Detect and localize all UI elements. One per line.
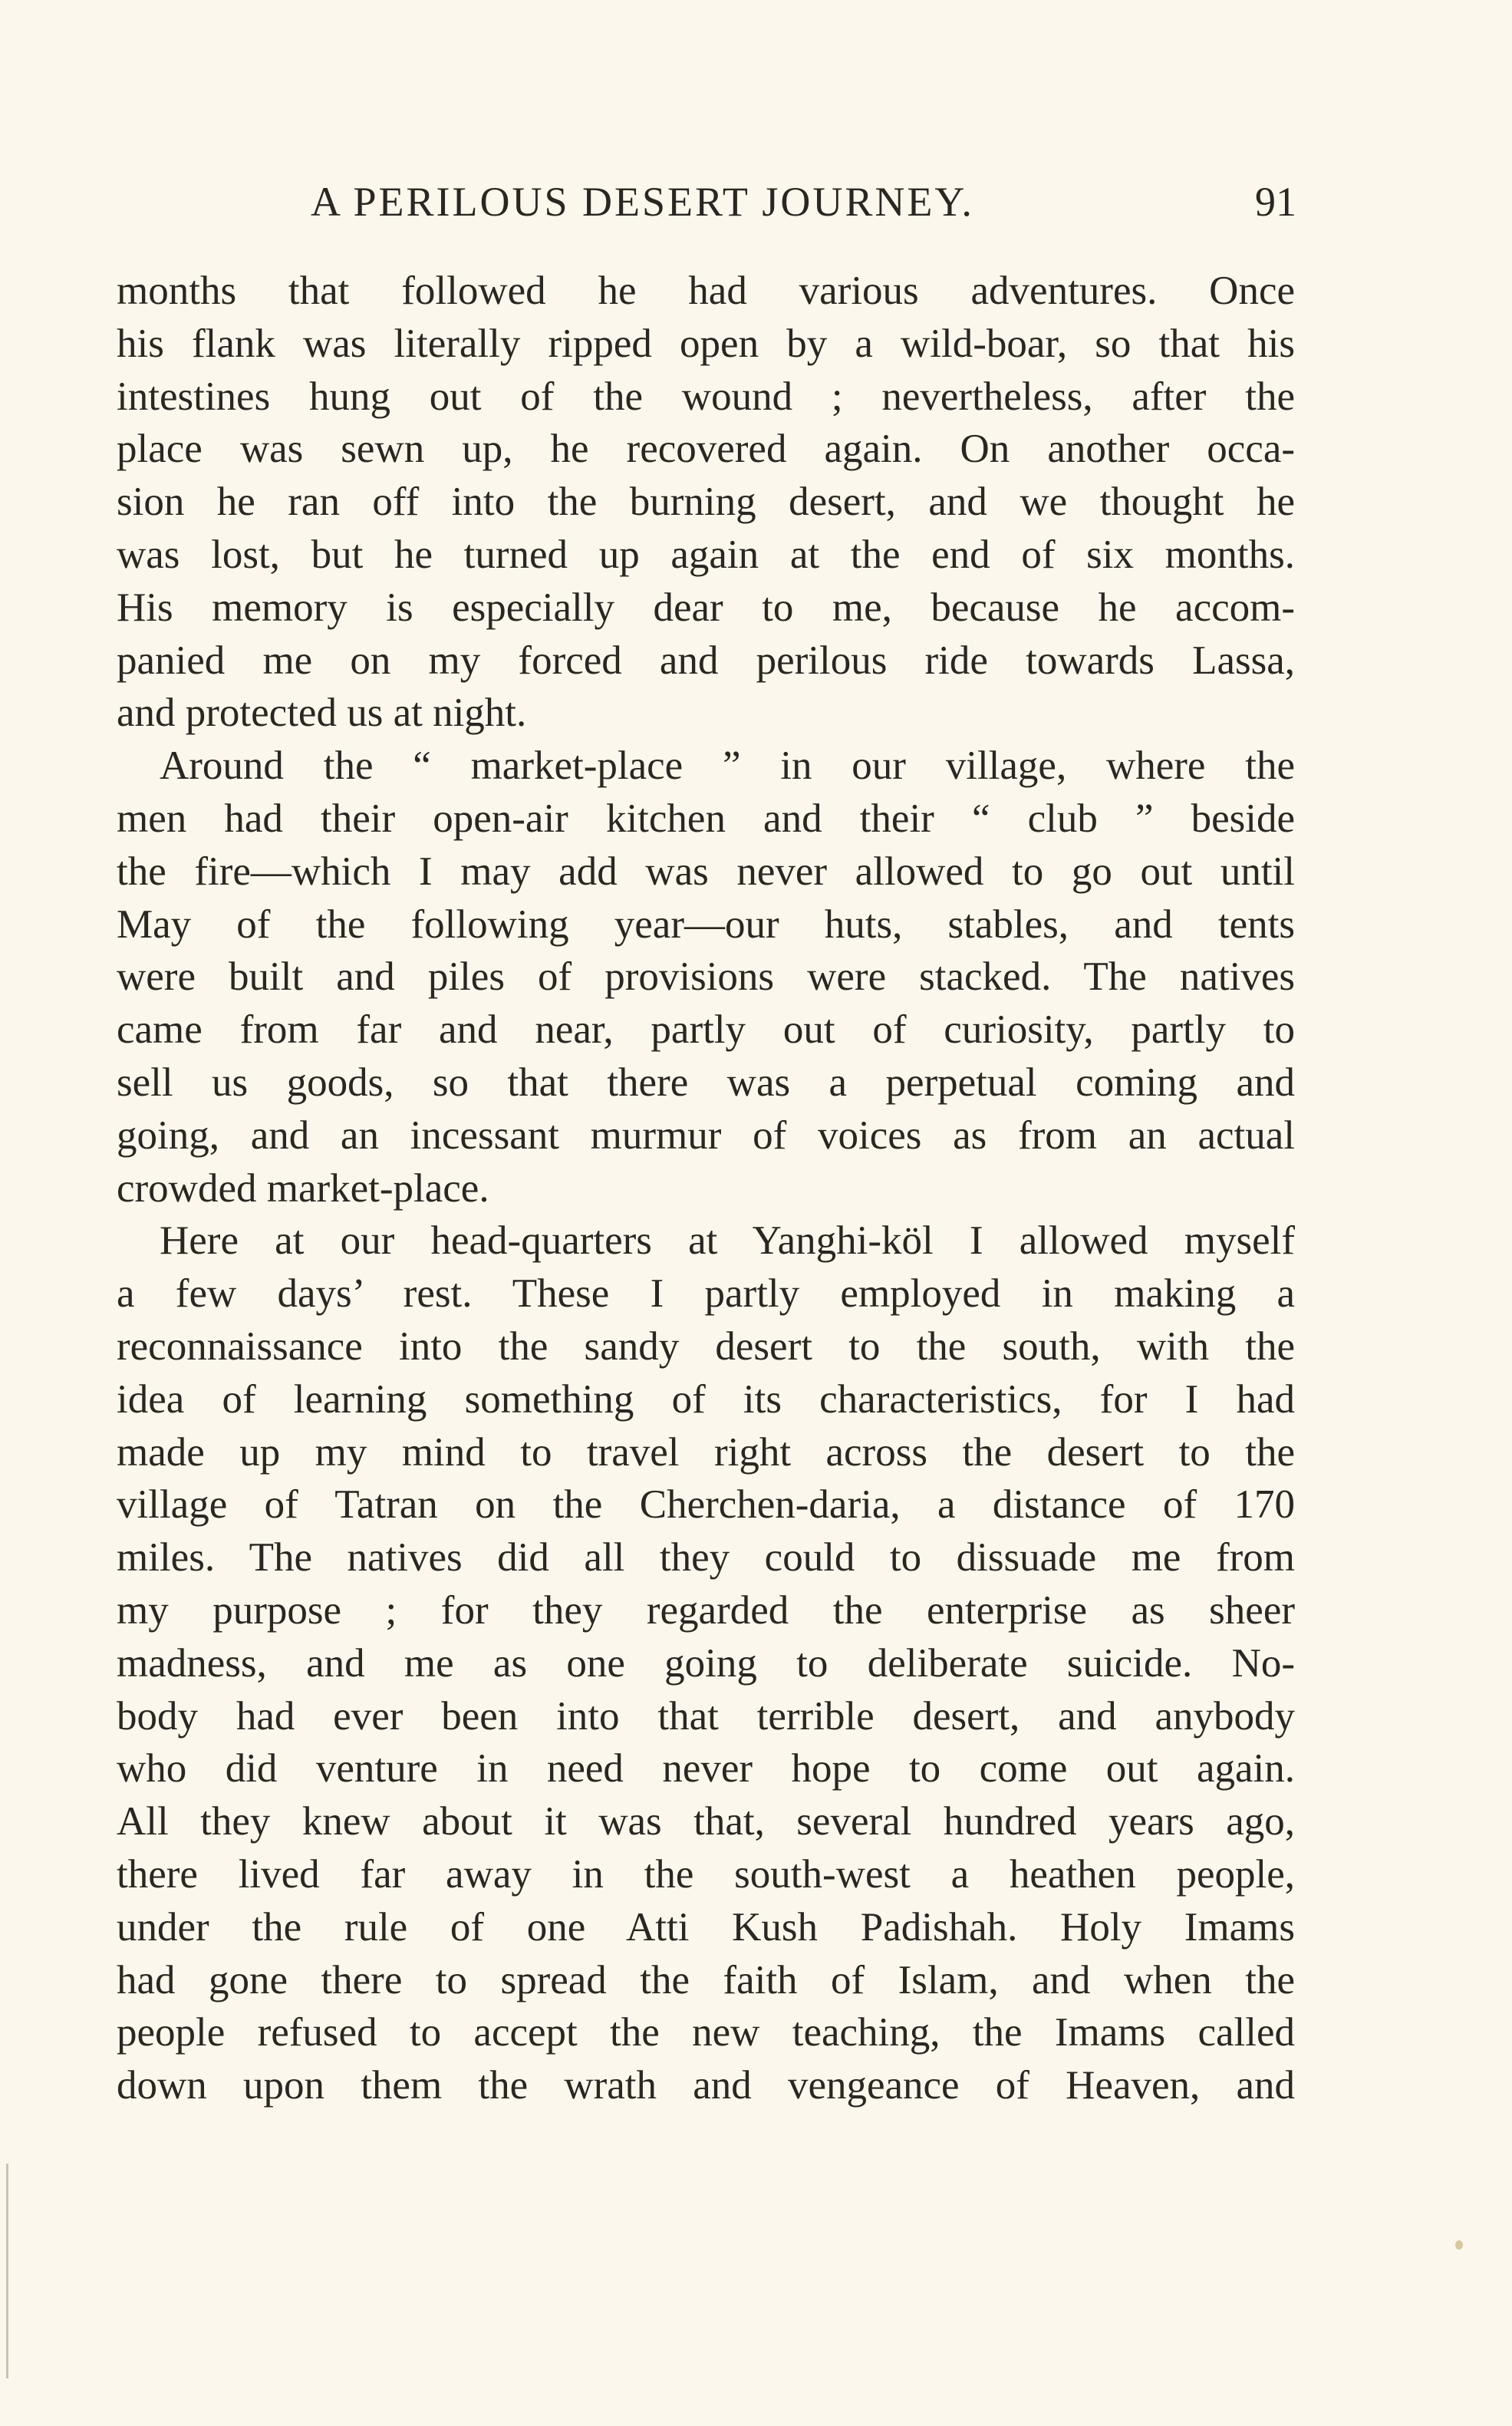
text-line: who did venture in need never hope to come out again. [117,1746,1295,1791]
text-line: panied me on my forced and perilous ride towards Lassa, [117,638,1295,683]
text-line: was lost, but he turned up again at the end of six months. [117,532,1295,577]
text-line: place was sewn up, he recovered again. On another occa- [117,427,1295,472]
text-line: under the rule of one Atti Kush Padishah. Holy Imams [117,1904,1295,1950]
text-line: May of the following year—our huts, stables, and tents [117,902,1295,947]
body-text [117,265,1295,2112]
text-line: and protected us at night. [117,691,527,736]
text-line: a few days’ rest. These I partly employed in making a [117,1271,1295,1317]
text-line: men had their open-air kitchen and their “ club ” beside [117,796,1295,841]
text-line: miles. The natives did all they could to dissuade me from [117,1535,1295,1581]
text-line: body had ever been into that terrible desert, and anybody [117,1693,1295,1739]
text-line: his flank was literally ripped open by a wild-boar, so that his [117,321,1295,366]
text-line: came from far and near, partly out of curiosity, partly to [117,1007,1295,1053]
text-line: sion he ran off into the burning desert, and we thought he [117,480,1295,525]
binding-shadow [6,2164,8,2378]
text-line: reconnaissance into the sandy desert to the south, with the [117,1323,1295,1369]
text-line: my purpose ; for they regarded the enterprise as sheer [117,1587,1295,1633]
paragraph-1 [117,265,1295,740]
text-line: idea of learning something of its characteristics, for I had [117,1376,1295,1422]
text-line: village of Tatran on the Cherchen-daria, a distance of 170 [117,1482,1295,1528]
paragraph-3 [117,1215,1295,2112]
running-title: A PERILOUS DESERT JOURNEY. [311,179,974,225]
text-line: had gone there to spread the faith of Islam, and when the [117,1957,1295,2002]
text-line: the fire—which I may add was never allowed to go out until [117,849,1295,894]
text-line: sell us goods, so that there was a perpetual coming and [117,1060,1295,1105]
text-line: made up my mind to travel right across the desert to the [117,1429,1295,1475]
text-line: Around the “ market-place ” in our village, where the [160,743,1295,789]
text-line: madness, and me as one going to deliberate suicide. No- [117,1640,1295,1686]
text-line: intestines hung out of the wound ; nevertheless, after the [117,374,1295,419]
paragraph-2 [117,740,1295,1215]
page-header [115,175,1296,229]
text-line: people refused to accept the new teaching, the Imams called [117,2010,1295,2055]
page-number: 91 [1255,179,1296,225]
text-line: months that followed he had various adventures. Once [117,269,1295,313]
text-line: All they knew about it was that, several hundred years ago, [117,1799,1295,1844]
text-line: Here at our head-quarters at Yanghi-köl I allowed myself [160,1218,1295,1264]
text-line: were built and piles of provisions were stacked. The natives [117,954,1295,1000]
text-line: crowded market-place. [117,1165,489,1211]
paper-speck [1455,2240,1463,2250]
text-line: down upon them the wrath and vengeance of Heaven, and [117,2063,1295,2108]
text-line: there lived far away in the south-west a heathen people, [117,1851,1295,1897]
text-line: His memory is especially dear to me, because he accom- [117,585,1295,630]
text-line: going, and an incessant murmur of voices as from an actual [117,1112,1295,1158]
